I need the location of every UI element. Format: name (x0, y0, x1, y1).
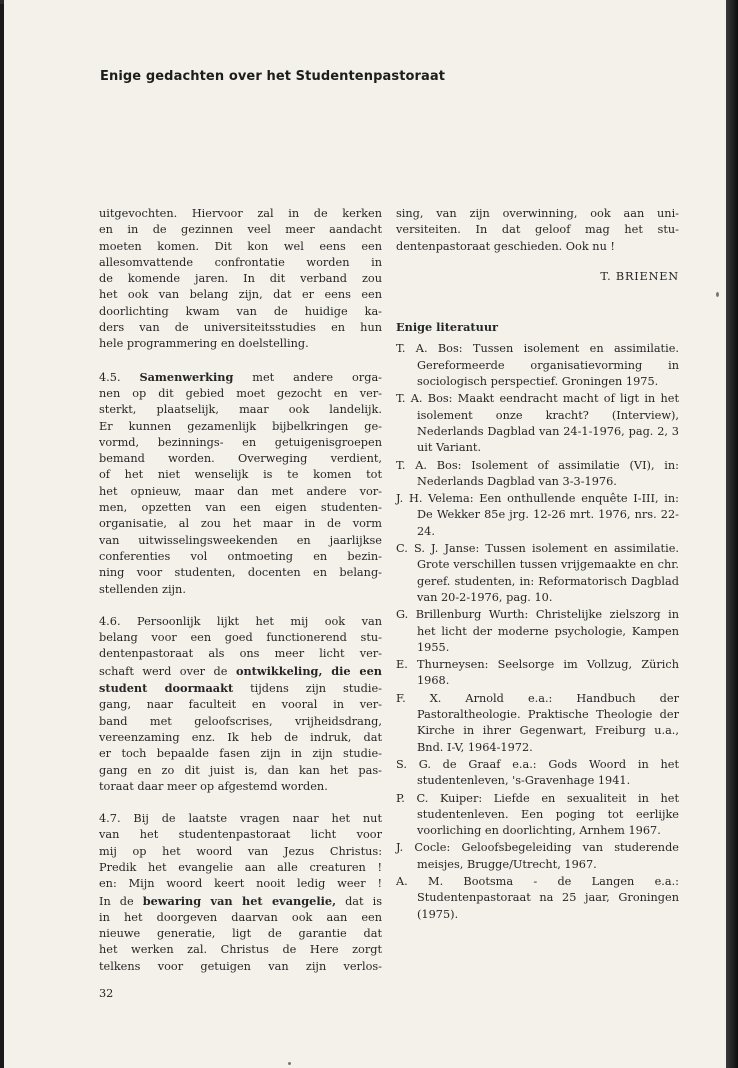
reference-item: F. X. Arnold e.a.: Handbuch der Pastoraltheologie. Praktische Theologie der Kirche in ihrer Gegenwart, Freiburg u.a., Bnd. I-V, 1964-1972. (396, 691, 679, 754)
paragraph-4-6 (99, 614, 382, 795)
text-line: 4.6. Persoonlijk lijkt het mij ook van (99, 614, 382, 628)
paragraph-4-7 (99, 811, 382, 975)
text-line: dentenpastoraat als ons meer licht ver- (99, 647, 382, 661)
text-line (99, 369, 382, 386)
text-line (99, 680, 382, 697)
text-line: er toch bepaalde fasen zijn in zijn studie- (99, 747, 382, 761)
text-line: en: Mijn woord keert nooit ledig weer ! (99, 877, 382, 891)
text-fragment: met andere orga- (252, 370, 382, 384)
text-fragment: dat is (345, 894, 382, 908)
text-line: uitgevochten. Hiervoor zal in de kerken (99, 207, 382, 220)
text-line: organisatie, al zou het maar in de vorm (99, 517, 382, 531)
text-line (99, 893, 382, 910)
text-line: conferenties vol ontmoeting en bezin- (99, 549, 382, 563)
text-line: sing, van zijn overwinning, ook aan uni- (396, 207, 679, 220)
reference-item: E. Thurneysen: Seelsorge im Vollzug, Zürich 1968. (396, 658, 679, 688)
running-head: Enige gedachten over het Studentenpastoraat (100, 69, 446, 84)
text-line: gang, naar faculteit en vooral in ver- (99, 698, 382, 712)
text-line: sterkt, plaatselijk, maar ook landelijk. (99, 403, 382, 417)
reference-item: T. A. Bos: Isolement of assimilatie (VI), in: Nederlands Dagblad van 3-3-1976. (396, 458, 679, 488)
text-line: gang en zo dit juist is, dan kan het pas- (99, 763, 382, 777)
text-line: in het doorgeven daarvan ook aan een (99, 910, 382, 924)
text-line: of het niet wenselijk is te komen tot (99, 468, 382, 482)
text-fragment: In de (99, 894, 134, 908)
bold-phrase: student doormaakt (99, 681, 234, 696)
text-line: dentenpastoraat geschieden. Ook nu ! (396, 239, 615, 253)
text-line: nen op dit gebied moet gezocht en ver- (99, 386, 382, 400)
text-fragment: tijdens zijn studie- (250, 682, 382, 696)
paragraph-continuation (396, 206, 679, 255)
text-line: toraat daar meer op afgestemd worden. (99, 779, 328, 793)
author-signature: T. BRIENEN (600, 269, 679, 283)
text-line: band met geloofscrises, vrijheidsdrang, (99, 714, 382, 728)
scan-speck (288, 1062, 291, 1065)
text-line: bemand worden. Overweging verdient, (99, 452, 382, 466)
text-line: Predik het evangelie aan alle creaturen ! (99, 860, 382, 874)
text-line: de komende jaren. In dit verband zou (99, 272, 382, 286)
right-column (396, 206, 679, 924)
paragraph-intro (99, 206, 382, 353)
scan-right-edge (726, 0, 738, 1068)
text-line: doorlichting kwam van de huidige ka- (99, 304, 382, 318)
text-line: van het studentenpastoraat licht voor (99, 828, 382, 842)
text-line: hele programmering en doelstelling. (99, 337, 309, 351)
reference-item: T. A. Bos: Tussen isolement en assimilatie. Gereformeerde organisatievorming in sociologisch perspectief. Groningen 1975. (396, 342, 679, 389)
text-line: en in de gezinnen veel meer aandacht (99, 223, 382, 237)
text-line: belang voor een goed functionerend stu- (99, 631, 382, 645)
bold-phrase: ontwikkeling, die een (235, 663, 382, 678)
reference-item: G. Brillenburg Wurth: Christelijke zielszorg in het licht der moderne psychologie, Kampen 1955. (396, 608, 679, 654)
left-column (99, 206, 382, 975)
text-line: van uitwisselingsweekenden en jaarlijkse (99, 533, 382, 547)
text-line: vereenzaming enz. Ik heb de indruk, dat (99, 730, 382, 744)
text-line: Er kunnen gezamenlijk bijbelkringen ge- (99, 419, 382, 433)
section-number: 4.5. (99, 370, 121, 384)
book-page (4, 0, 728, 1068)
text-line: men, opzetten van een eigen studenten- (99, 501, 382, 515)
text-fragment: schaft werd over de (99, 664, 228, 678)
reference-list (396, 341, 679, 922)
literature-heading: Enige literatuur (396, 320, 498, 335)
reference-item: S. G. de Graaf e.a.: Gods Woord in het studentenleven, 's-Gravenhage 1941. (396, 757, 679, 788)
bold-phrase: bewaring van het evangelie, (142, 893, 337, 908)
text-line: ders van de universiteitsstudies en hun (99, 321, 382, 335)
text-line: versiteiten. In dat geloof mag het stu- (396, 223, 679, 237)
text-line: ning voor studenten, docenten en belang- (99, 566, 382, 580)
text-line: allesomvattende confrontatie worden in (99, 255, 382, 269)
text-line: vormd, bezinnings- en getuigenisgroepen (99, 435, 382, 449)
scan-speck (716, 292, 719, 297)
reference-item: T. A. Bos: Maakt eendracht macht of ligt in het isolement onze kracht? (Interview), Nederlands Dagblad van 24-1-1976, pag. 2, 3 uit Variant. (396, 392, 679, 455)
reference-item: P. C. Kuiper: Liefde en sexualiteit in het studentenleven. Een poging tot eerlijke voorliching en doorlichting, Arnhem 1967. (396, 791, 679, 838)
text-line (99, 663, 382, 680)
text-line: 4.7. Bij de laatste vragen naar het nut (99, 812, 382, 826)
text-line: nieuwe generatie, ligt de garantie dat (99, 927, 382, 941)
text-line: het werken zal. Christus de Here zorgt (99, 943, 382, 957)
page-number: 32 (99, 987, 114, 1000)
reference-item: C. S. J. Janse: Tussen isolement en assimilatie. Grote verschillen tussen vrijgemaakte en chr. geref. studenten, in: Reformatorisch Dagblad van 20-2-1976, pag. 10. (396, 542, 679, 604)
text-line: telkens voor getuigen van zijn verlos- (99, 959, 382, 973)
reference-item: A. M. Bootsma - de Langen e.a.: Studentenpastoraat na 25 jaar, Groningen (1975). (396, 874, 679, 921)
text-line: het opnieuw, maar dan met andere vor- (99, 484, 382, 498)
paragraph-4-5 (99, 369, 382, 598)
reference-item: J. Cocle: Geloofsbegeleiding van studerende meisjes, Brugge/Utrecht, 1967. (396, 841, 679, 871)
text-line: het ook van belang zijn, dat er eens een (99, 288, 382, 302)
text-line: moeten komen. Dit kon wel eens een (99, 239, 382, 253)
bold-phrase: Samenwerking (139, 369, 234, 384)
text-line: mij op het woord van Jezus Christus: (99, 844, 382, 858)
reference-item: J. H. Velema: Een onthullende enquête I-III, in: De Wekker 85e jrg. 12-26 mrt. 1976, nrs. 22-24. (396, 492, 679, 538)
text-line: stellenden zijn. (99, 582, 186, 596)
